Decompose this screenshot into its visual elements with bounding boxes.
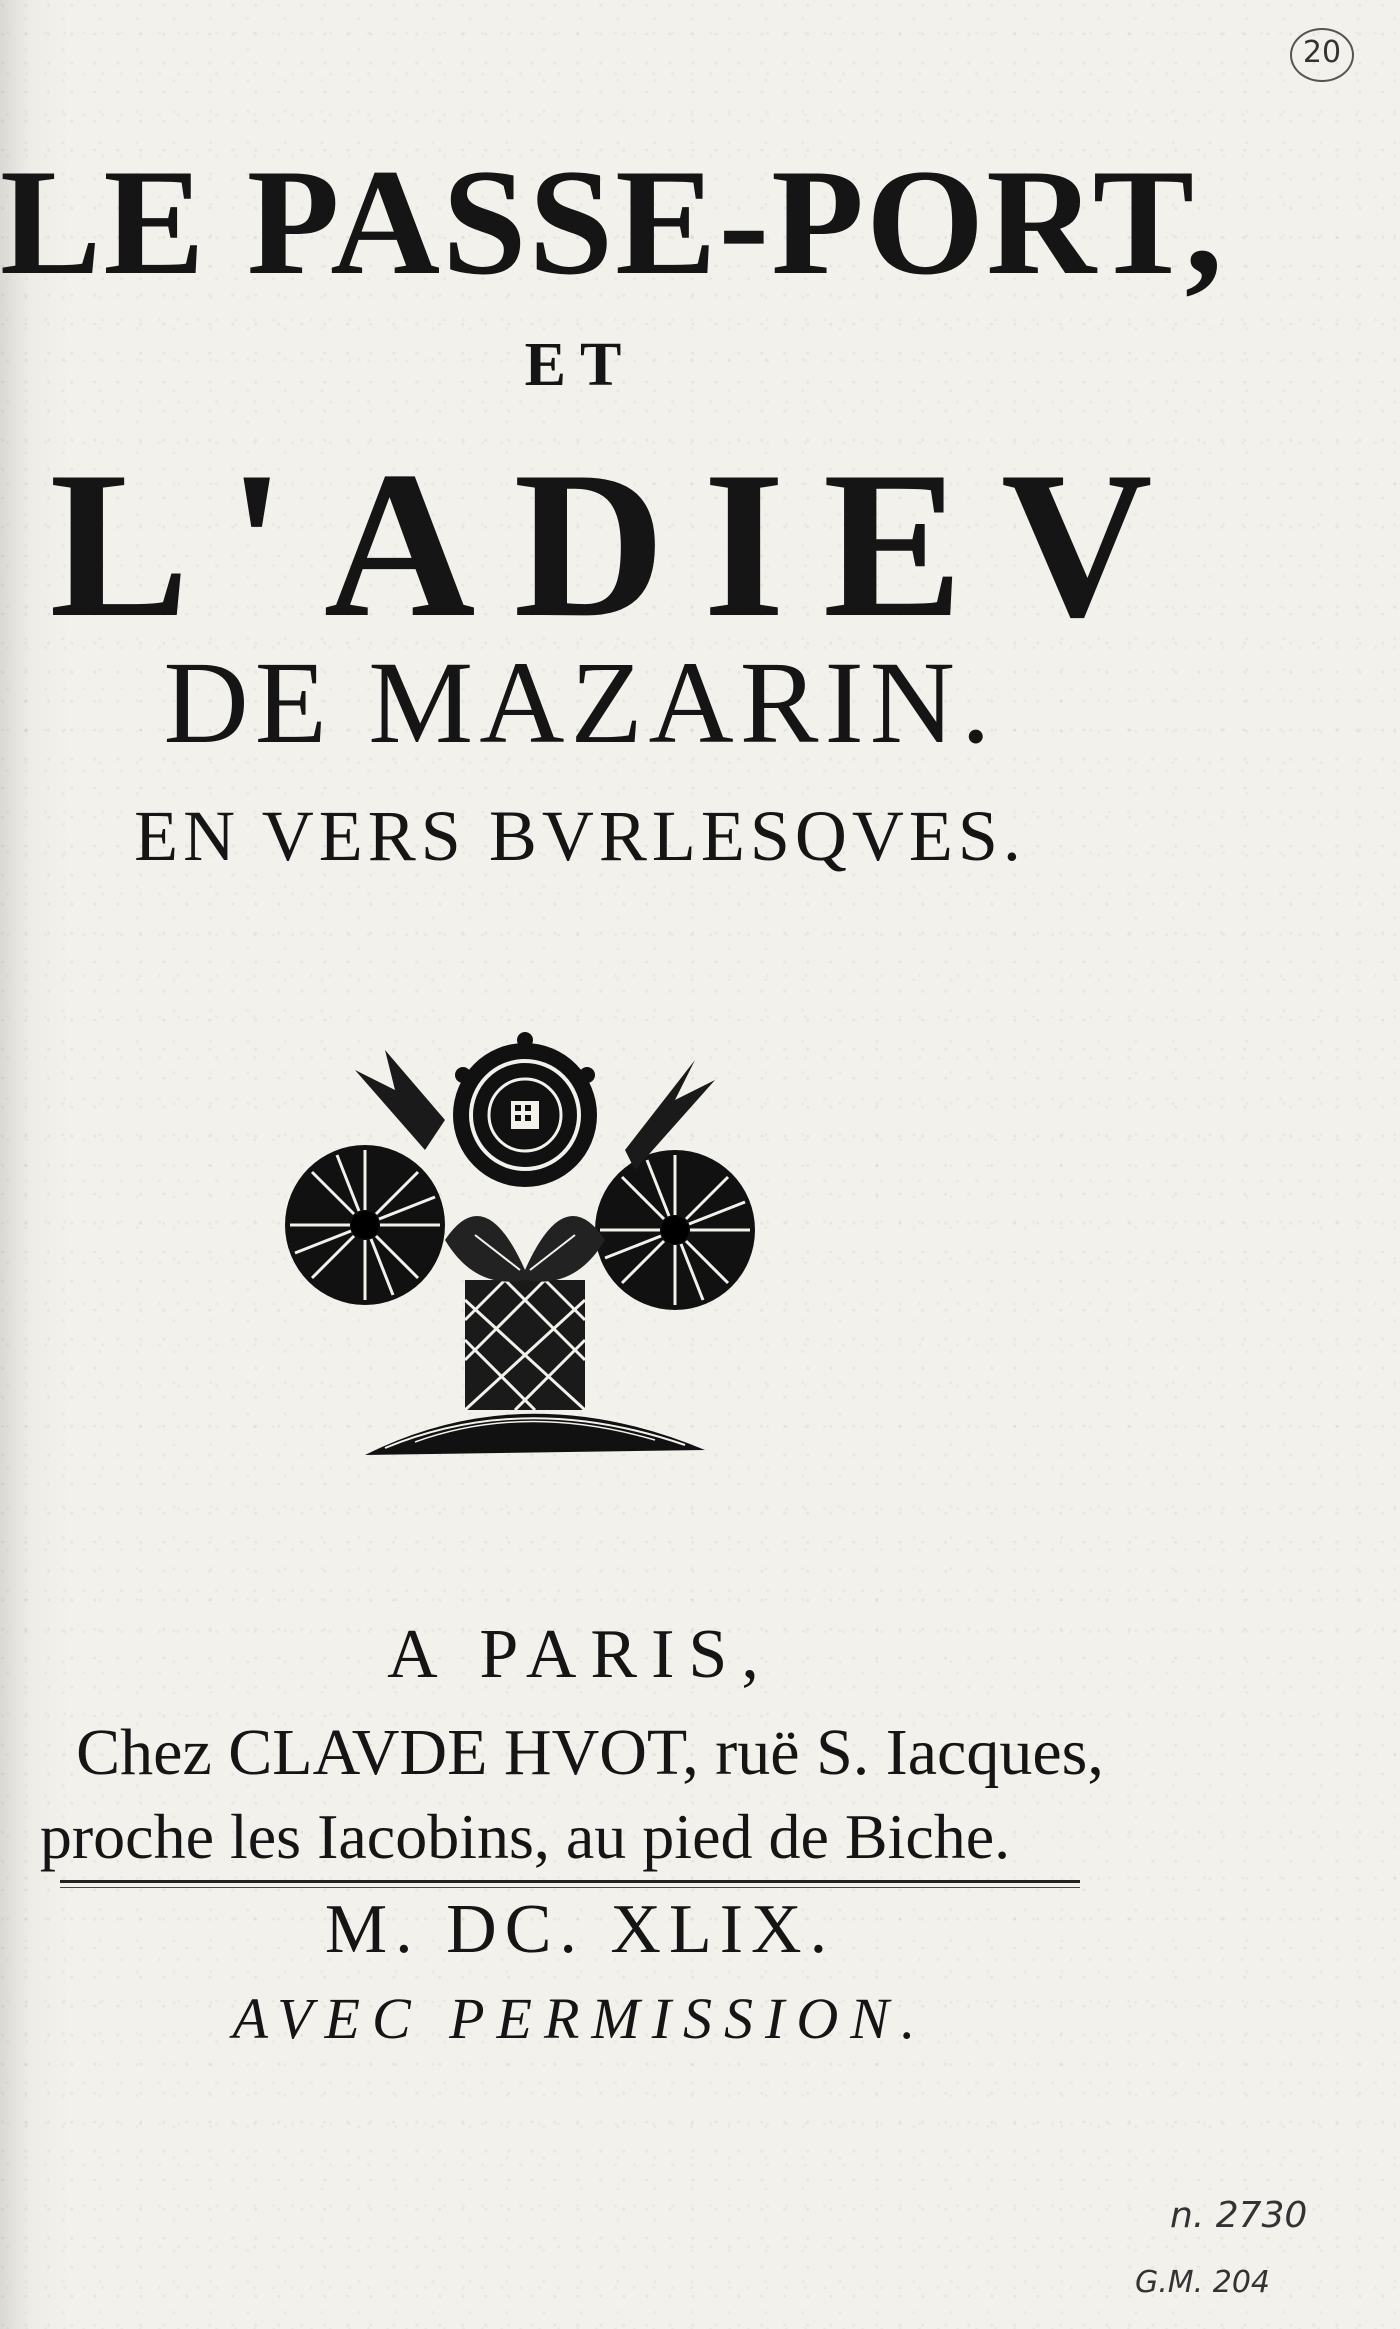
title-line-1: LE PASSE-PORT, xyxy=(0,138,1225,306)
imprint-publisher: Chez CLAVDE HVOT, ruë S. Iacques, xyxy=(76,1716,1104,1789)
divider-rule-thin xyxy=(60,1887,1080,1888)
page-number-stamp: 20 xyxy=(1290,28,1354,82)
title-line-4: DE MAZARIN. xyxy=(163,637,997,768)
imprint-permission: AVEC PERMISSION. xyxy=(232,1986,928,2051)
shelf-mark-1: n. 2730 xyxy=(1170,2195,1308,2236)
subtitle: EN VERS BVRLESQVES. xyxy=(134,796,1026,876)
title-line-3: L'ADIEV xyxy=(49,429,1191,661)
imprint-address: proche les Iacobins, au pied de Biche. xyxy=(39,1801,1011,1872)
shelf-mark-2: G.M. 204 xyxy=(1135,2265,1270,2300)
imprint-year: M. DC. XLIX. xyxy=(324,1891,836,1968)
divider-rule xyxy=(60,1880,1080,1883)
flower-basket-ornament-icon xyxy=(275,1030,775,1470)
imprint-place: A PARIS, xyxy=(387,1616,773,1693)
title-line-2: ET xyxy=(524,331,636,399)
